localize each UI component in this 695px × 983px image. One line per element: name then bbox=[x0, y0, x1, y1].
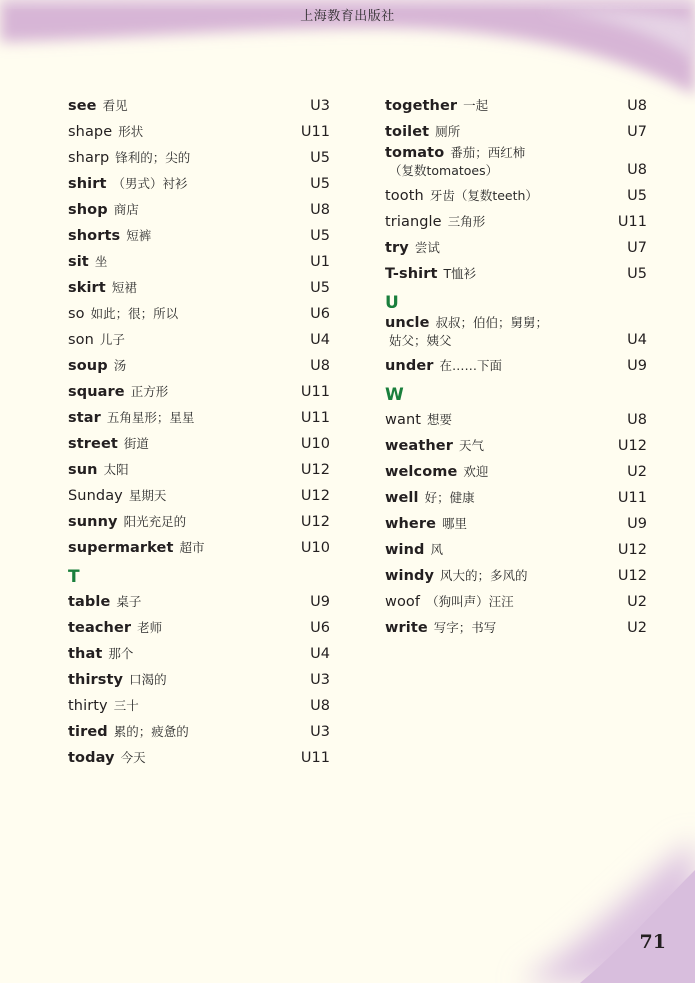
glossary-entry bbox=[385, 458, 647, 484]
glossary-entry bbox=[385, 406, 647, 432]
entry-word: want bbox=[385, 412, 422, 428]
entry-text bbox=[385, 567, 607, 588]
entry-translation: 形状 bbox=[118, 124, 144, 139]
entry-word: under bbox=[385, 358, 434, 374]
entry-unit: U5 bbox=[310, 150, 330, 166]
entry-translation: （男式）衬衫 bbox=[112, 176, 188, 191]
entry-word: weather bbox=[385, 438, 453, 454]
entry-translation: 哪里 bbox=[442, 516, 468, 531]
entry-text bbox=[68, 697, 290, 718]
entry-translation: 尝试 bbox=[414, 240, 440, 255]
entry-translation: 一起 bbox=[463, 98, 489, 113]
glossary-entry bbox=[68, 666, 330, 692]
entry-translation: 星期天 bbox=[128, 488, 167, 503]
entry-text bbox=[68, 461, 290, 482]
entry-text bbox=[385, 213, 607, 234]
entry-translation: 累的；疲惫的 bbox=[113, 724, 189, 739]
entry-unit: U4 bbox=[627, 332, 647, 348]
entry-unit: U3 bbox=[310, 672, 330, 688]
entry-text bbox=[385, 144, 607, 182]
entry-text bbox=[385, 619, 607, 640]
entry-word: street bbox=[68, 436, 118, 452]
entry-text bbox=[68, 331, 290, 352]
entry-unit: U11 bbox=[300, 124, 330, 140]
glossary-entry bbox=[68, 144, 330, 170]
entry-translation: 欢迎 bbox=[463, 464, 489, 479]
section-heading-t: T bbox=[68, 567, 80, 587]
entry-translation: 三角形 bbox=[447, 214, 486, 229]
entry-text bbox=[385, 437, 607, 458]
glossary-entry bbox=[68, 456, 330, 482]
entry-word: try bbox=[385, 240, 409, 256]
glossary-entry bbox=[68, 534, 330, 560]
entry-word: star bbox=[68, 410, 101, 426]
entry-text bbox=[68, 435, 290, 456]
entry-word: sunny bbox=[68, 514, 118, 530]
entry-unit: U11 bbox=[300, 384, 330, 400]
entry-translation: 在……下面 bbox=[439, 358, 503, 373]
section-heading-w: W bbox=[385, 385, 404, 405]
entry-translation: 如此；很；所以 bbox=[90, 306, 179, 321]
glossary-entry bbox=[68, 482, 330, 508]
entry-unit: U9 bbox=[627, 358, 647, 374]
entry-word: triangle bbox=[385, 214, 442, 230]
publisher-header: 上海教育出版社 bbox=[300, 9, 395, 24]
entry-translation: 商店 bbox=[113, 202, 139, 217]
entry-word: together bbox=[385, 98, 458, 114]
entry-text bbox=[68, 593, 290, 614]
glossary-entry bbox=[68, 378, 330, 404]
entry-translation: 五角星形；星星 bbox=[106, 410, 195, 425]
entry-unit: U7 bbox=[627, 240, 647, 256]
entry-word: sun bbox=[68, 462, 98, 478]
glossary-entry bbox=[385, 92, 647, 118]
entry-text bbox=[385, 357, 607, 378]
entry-unit: U8 bbox=[627, 98, 647, 114]
glossary-entry bbox=[385, 432, 647, 458]
entry-translation: 牙齿（复数teeth） bbox=[429, 188, 538, 203]
entry-text bbox=[68, 201, 290, 222]
entry-word: square bbox=[68, 384, 125, 400]
glossary-entry bbox=[385, 536, 647, 562]
entry-word: son bbox=[68, 332, 94, 348]
entry-text bbox=[385, 515, 607, 536]
glossary-entry bbox=[385, 588, 647, 614]
entry-unit: U3 bbox=[310, 724, 330, 740]
entry-word: toilet bbox=[385, 124, 430, 140]
entry-word: thirsty bbox=[68, 672, 124, 688]
glossary-entry bbox=[68, 352, 330, 378]
entry-unit: U12 bbox=[617, 568, 647, 584]
entry-translation: 口渴的 bbox=[129, 672, 167, 687]
entry-text bbox=[385, 187, 607, 208]
entry-text bbox=[68, 749, 290, 770]
glossary-entry bbox=[385, 118, 647, 144]
entry-translation: 三十 bbox=[113, 698, 139, 713]
glossary-left-column bbox=[68, 92, 330, 770]
entry-text bbox=[385, 593, 607, 614]
entry-unit: U3 bbox=[310, 98, 330, 114]
entry-text bbox=[68, 305, 290, 326]
entry-unit: U8 bbox=[310, 698, 330, 714]
entry-word: sharp bbox=[68, 150, 110, 166]
entry-word: T-shirt bbox=[385, 266, 438, 282]
entry-unit: U7 bbox=[627, 124, 647, 140]
entry-unit: U11 bbox=[300, 750, 330, 766]
entry-unit: U5 bbox=[310, 176, 330, 192]
entry-translation: 好；健康 bbox=[424, 490, 475, 505]
entry-unit: U4 bbox=[310, 646, 330, 662]
glossary-entry bbox=[385, 234, 647, 260]
entry-word: wind bbox=[385, 542, 425, 558]
entry-translation: 写字；书写 bbox=[433, 620, 497, 635]
entry-text bbox=[68, 645, 290, 666]
entry-word: woof bbox=[385, 594, 421, 610]
glossary-entry bbox=[68, 300, 330, 326]
entry-word: tooth bbox=[385, 188, 424, 204]
glossary-entry bbox=[68, 248, 330, 274]
entry-translation: 短裤 bbox=[126, 228, 152, 243]
entry-unit: U5 bbox=[310, 280, 330, 296]
entry-text bbox=[385, 265, 607, 286]
glossary-entry bbox=[385, 314, 647, 352]
entry-text bbox=[68, 513, 290, 534]
entry-unit: U6 bbox=[310, 306, 330, 322]
entry-translation: 太阳 bbox=[103, 462, 129, 477]
entry-text bbox=[68, 671, 290, 692]
entry-word: write bbox=[385, 620, 428, 636]
entry-unit: U4 bbox=[310, 332, 330, 348]
entry-word: today bbox=[68, 750, 115, 766]
glossary-entry bbox=[385, 562, 647, 588]
entry-translation: 儿子 bbox=[99, 332, 125, 347]
entry-unit: U6 bbox=[310, 620, 330, 636]
entry-translation: T恤衫 bbox=[443, 266, 477, 281]
entry-unit: U8 bbox=[627, 412, 647, 428]
glossary-entry bbox=[68, 92, 330, 118]
glossary-right-column bbox=[385, 92, 647, 640]
entry-word: thirty bbox=[68, 698, 108, 714]
entry-text bbox=[68, 149, 290, 170]
entry-unit: U8 bbox=[310, 358, 330, 374]
entry-word: skirt bbox=[68, 280, 106, 296]
glossary-entry bbox=[68, 508, 330, 534]
entry-translation: 正方形 bbox=[130, 384, 169, 399]
entry-unit: U9 bbox=[627, 516, 647, 532]
glossary-entry bbox=[385, 484, 647, 510]
entry-word: table bbox=[68, 594, 111, 610]
entry-unit: U12 bbox=[617, 542, 647, 558]
entry-translation: 想要 bbox=[427, 412, 453, 427]
entry-text bbox=[68, 123, 290, 144]
entry-word: tired bbox=[68, 724, 108, 740]
entry-text bbox=[68, 539, 290, 560]
glossary-entry bbox=[68, 430, 330, 456]
entry-translation: 番茄；西红柿 bbox=[450, 145, 526, 160]
glossary-entry bbox=[68, 274, 330, 300]
entry-unit: U12 bbox=[617, 438, 647, 454]
entry-word: uncle bbox=[385, 315, 430, 331]
entry-unit: U2 bbox=[627, 464, 647, 480]
entry-translation-continued: 姑父；姨父 bbox=[389, 333, 452, 348]
glossary-entry bbox=[68, 196, 330, 222]
entry-translation: 天气 bbox=[458, 438, 484, 453]
glossary-entry bbox=[68, 614, 330, 640]
entry-translation: 短裙 bbox=[111, 280, 137, 295]
entry-unit: U5 bbox=[627, 266, 647, 282]
entry-text bbox=[68, 175, 290, 196]
entry-unit: U5 bbox=[310, 228, 330, 244]
entry-text bbox=[385, 489, 607, 510]
entry-text bbox=[385, 123, 607, 144]
glossary-entry bbox=[385, 352, 647, 378]
entry-text bbox=[385, 239, 607, 260]
entry-unit: U11 bbox=[300, 410, 330, 426]
entry-word: windy bbox=[385, 568, 435, 584]
entry-translation: 老师 bbox=[137, 620, 163, 635]
entry-unit: U8 bbox=[310, 202, 330, 218]
entry-text bbox=[68, 383, 290, 404]
entry-unit: U10 bbox=[300, 540, 330, 556]
entry-word: supermarket bbox=[68, 540, 174, 556]
entry-text bbox=[68, 619, 290, 640]
entry-text bbox=[68, 253, 290, 274]
entry-translation: 超市 bbox=[179, 540, 205, 555]
entry-unit: U1 bbox=[310, 254, 330, 270]
entry-word: welcome bbox=[385, 464, 458, 480]
entry-word: shape bbox=[68, 124, 113, 140]
entry-text bbox=[385, 411, 607, 432]
entry-word: see bbox=[68, 98, 97, 114]
entry-translation: 锋利的；尖的 bbox=[115, 150, 191, 165]
section-heading-u: U bbox=[385, 293, 399, 313]
entry-text bbox=[68, 487, 290, 508]
entry-translation: 风大的；多风的 bbox=[440, 568, 528, 583]
entry-word: shop bbox=[68, 202, 108, 218]
entry-unit: U11 bbox=[617, 214, 647, 230]
glossary-entry bbox=[68, 692, 330, 718]
entry-word: well bbox=[385, 490, 419, 506]
entry-word: teacher bbox=[68, 620, 132, 636]
entry-word: that bbox=[68, 646, 103, 662]
entry-text bbox=[385, 314, 607, 352]
entry-unit: U2 bbox=[627, 620, 647, 636]
entry-translation: 阳光充足的 bbox=[123, 514, 187, 529]
entry-word: soup bbox=[68, 358, 108, 374]
entry-translation: 厕所 bbox=[435, 124, 461, 139]
entry-word: so bbox=[68, 306, 85, 322]
glossary-entry bbox=[68, 326, 330, 352]
entry-text bbox=[68, 97, 290, 118]
entry-word: Sunday bbox=[68, 488, 123, 504]
page-number: 71 bbox=[639, 931, 666, 953]
entry-translation: 那个 bbox=[108, 646, 134, 661]
glossary-entry bbox=[68, 744, 330, 770]
entry-word: shirt bbox=[68, 176, 107, 192]
entry-text bbox=[68, 409, 290, 430]
glossary-entry bbox=[385, 614, 647, 640]
entry-unit: U12 bbox=[300, 462, 330, 478]
entry-translation: （狗叫声）汪汪 bbox=[426, 594, 514, 609]
entry-text bbox=[68, 357, 290, 378]
entry-unit: U12 bbox=[300, 488, 330, 504]
entry-text bbox=[68, 279, 290, 300]
glossary-entry bbox=[385, 208, 647, 234]
glossary-entry bbox=[385, 144, 647, 182]
entry-unit: U5 bbox=[627, 188, 647, 204]
entry-translation: 看见 bbox=[102, 98, 128, 113]
entry-word: shorts bbox=[68, 228, 121, 244]
entry-word: tomato bbox=[385, 145, 445, 161]
glossary-entry bbox=[68, 170, 330, 196]
entry-unit: U8 bbox=[627, 162, 647, 178]
entry-text bbox=[385, 463, 607, 484]
glossary-entry bbox=[68, 222, 330, 248]
entry-translation: 风 bbox=[430, 542, 443, 557]
entry-unit: U12 bbox=[300, 514, 330, 530]
entry-unit: U10 bbox=[300, 436, 330, 452]
glossary-entry bbox=[385, 260, 647, 286]
glossary-entry bbox=[68, 588, 330, 614]
glossary-entry bbox=[385, 182, 647, 208]
entry-unit: U9 bbox=[310, 594, 330, 610]
glossary-entry bbox=[68, 640, 330, 666]
entry-translation: 街道 bbox=[123, 436, 149, 451]
entry-translation-continued: （复数tomatoes） bbox=[389, 163, 499, 178]
entry-word: where bbox=[385, 516, 437, 532]
entry-translation: 坐 bbox=[94, 254, 108, 269]
entry-unit: U11 bbox=[617, 490, 647, 506]
glossary-entry bbox=[68, 118, 330, 144]
entry-translation: 桌子 bbox=[116, 594, 142, 609]
entry-text bbox=[385, 541, 607, 562]
entry-text bbox=[68, 227, 290, 248]
glossary-entry bbox=[68, 718, 330, 744]
glossary-entry bbox=[68, 404, 330, 430]
entry-text bbox=[385, 97, 607, 118]
entry-translation: 今天 bbox=[120, 750, 146, 765]
entry-word: sit bbox=[68, 254, 89, 270]
entry-text bbox=[68, 723, 290, 744]
glossary-entry bbox=[385, 510, 647, 536]
entry-unit: U2 bbox=[627, 594, 647, 610]
entry-translation: 叔叔；伯伯；舅舅； bbox=[435, 315, 549, 330]
entry-translation: 汤 bbox=[113, 358, 127, 373]
